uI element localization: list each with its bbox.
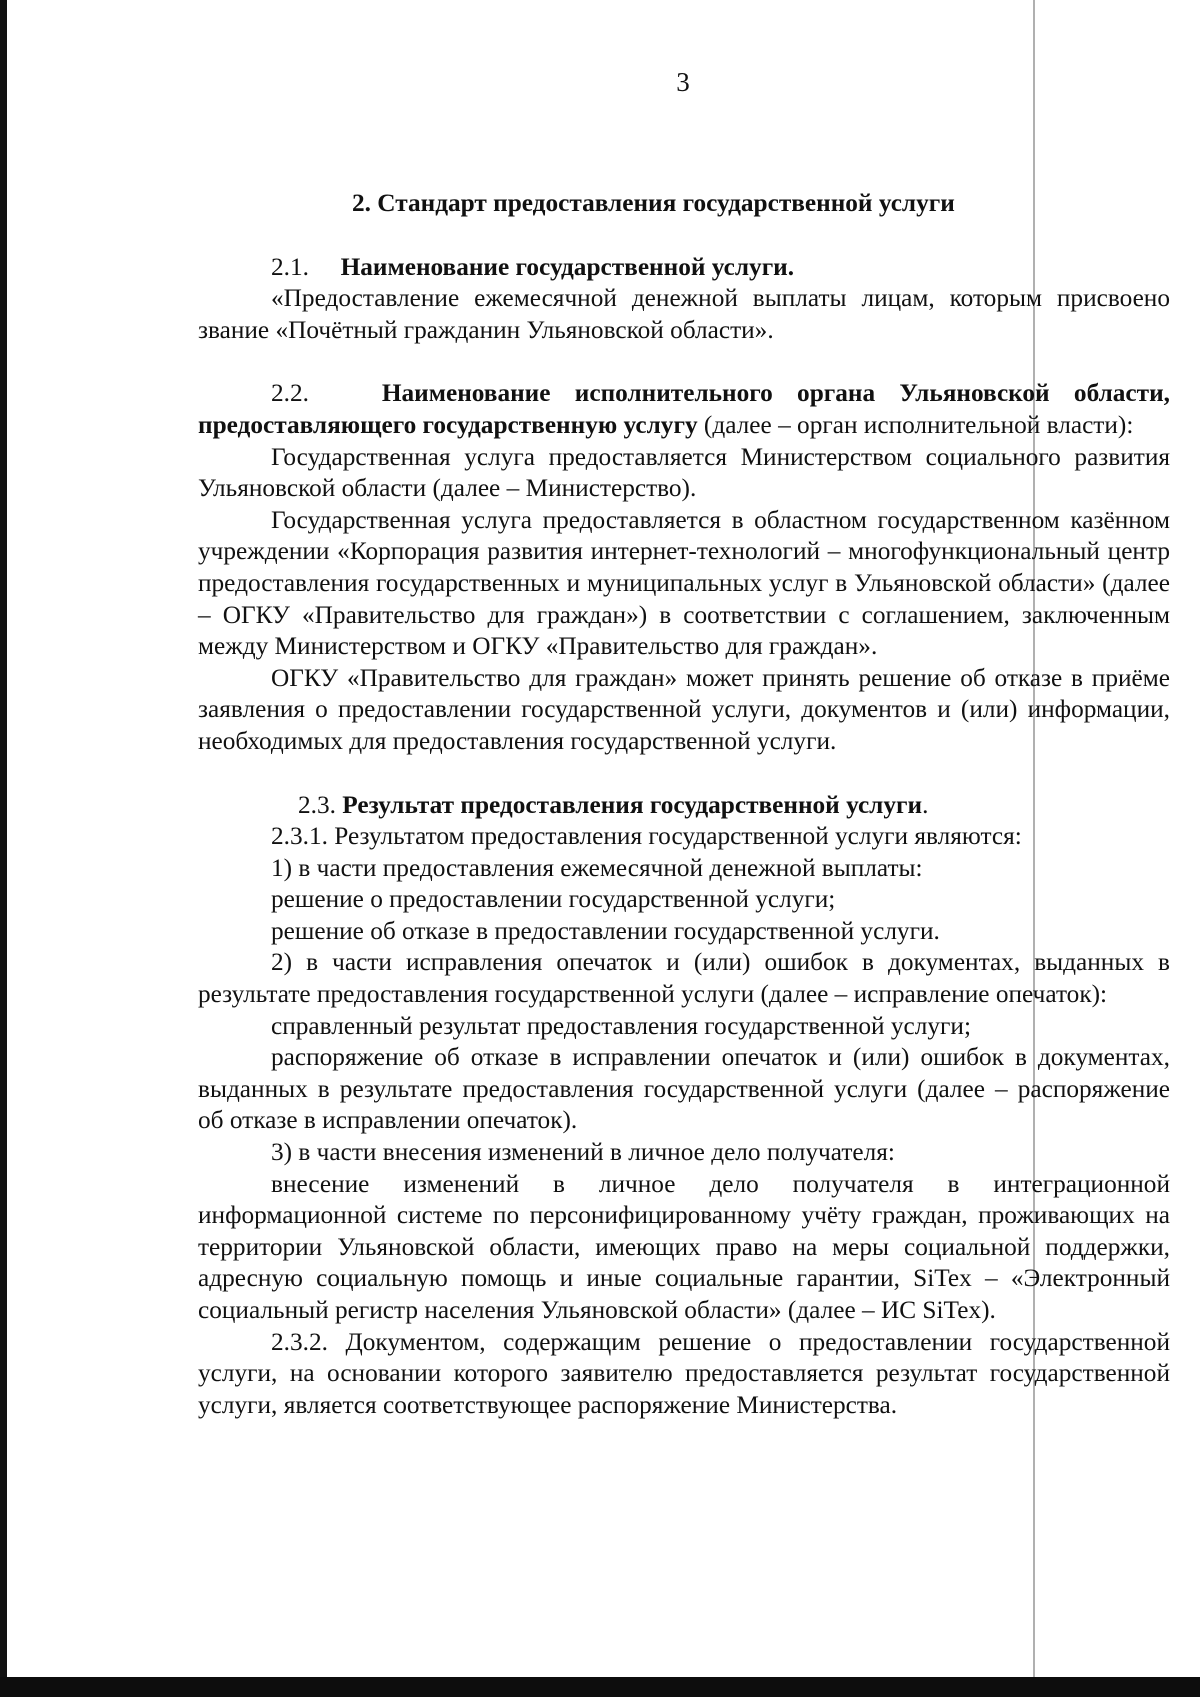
list-item: внесение изменений в личное дело получателя в интеграционной информационной системе по персонифицированному учёту граждан, проживающих на территории Ульяновской области, имеющих право на меры социальной поддержки, адресную социальную помощь и иные социальные гарантии, SiTex – «Электронный социальный регистр населения Ульяновской области» (далее – ИС SiTex).	[198, 1169, 1170, 1324]
subsection-title: Наименование исполнительного органа Ульяновской области, предоставляющего государственную услугу	[198, 379, 1170, 439]
list-item: решение о предоставлении государственной услуги;	[271, 885, 836, 914]
subsection-number: 2.1.	[271, 252, 309, 281]
scan-left-edge	[0, 0, 7, 1697]
subsection-number: 2.3.	[298, 790, 336, 819]
page-number: 3	[676, 67, 690, 97]
scan-bottom-edge	[0, 1677, 1200, 1697]
subsection-title-tail: (далее – орган исполнительной власти):	[697, 410, 1134, 439]
subsection-2-2-heading	[198, 378, 1170, 441]
subsection-2-1-heading	[198, 252, 1170, 284]
list-item: распоряжение об отказе в исправлении опечаток и (или) ошибок в документах, выданных в результате предоставления государственной услуги (далее – распоряжение об отказе в исправлении опечаток).	[198, 1043, 1170, 1135]
subsection-title: Результат предоставления государственной услуги	[342, 790, 923, 819]
list-item: справленный результат предоставления государственной услуги;	[271, 1011, 971, 1040]
paragraph: Государственная услуга предоставляется Министерством социального развития Ульяновской области (далее – Министерство).	[198, 442, 1170, 503]
document-body	[198, 188, 1170, 1421]
list-item: решение об отказе в предоставлении государственной услуги.	[271, 916, 940, 945]
paragraph: 2.3.1. Результатом предоставления государственной услуги являются:	[271, 822, 1022, 851]
list-item: 2) в части исправления опечаток и (или) ошибок в документах, выданных в результате предоставления государственной услуги (далее – исправление опечаток):	[198, 948, 1170, 1009]
paragraph: 2.3.2. Документом, содержащим решение о предоставлении государственной услуги, на основании которого заявителю предоставляется результат государственной услуги, является соответствующее распоряжение Министерства.	[198, 1327, 1170, 1419]
subsection-title-end: .	[922, 790, 929, 819]
list-item: 3) в части внесения изменений в личное дело получателя:	[271, 1138, 895, 1167]
paragraph: Государственная услуга предоставляется в областном государственном казённом учреждении «Корпорация развития интернет-технологий – многофункциональный центр предоставления государственных и муниципальных услуг в Ульяновской области» (далее – ОГКУ «Правительство для граждан») в соответствии с соглашением, заключенным между Министерством и ОГКУ «Правительство для граждан».	[198, 505, 1170, 661]
subsection-title: Наименование государственной услуги.	[340, 252, 795, 281]
paragraph: «Предоставление ежемесячной денежной выплаты лицам, которым присвоено звание «Почётный гражданин Ульяновской области».	[198, 284, 1170, 344]
section-title: 2. Стандарт предоставления государственной услуги	[352, 189, 955, 217]
paragraph: ОГКУ «Правительство для граждан» может принять решение об отказе в приёме заявления о предоставлении государственной услуги, документов и (или) информации, необходимых для предоставления государственной услуги.	[198, 663, 1170, 755]
subsection-number: 2.2.	[271, 379, 309, 408]
subsection-2-3-heading	[198, 790, 1170, 822]
list-item: 1) в части предоставления ежемесячной денежной выплаты:	[271, 853, 923, 882]
